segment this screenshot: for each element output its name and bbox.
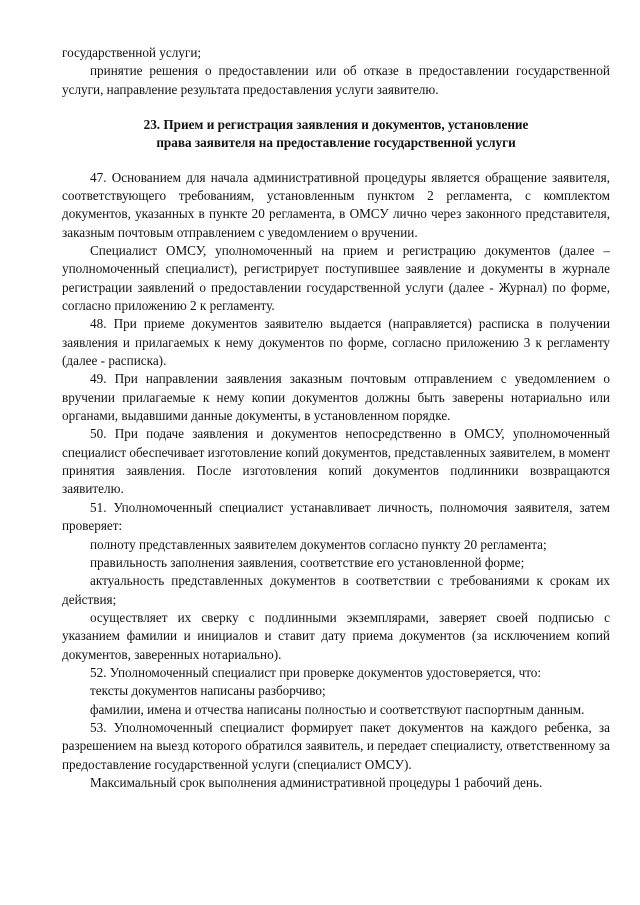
check-item-verification: осуществляет их сверку с подлинными экземплярами, заверяет своей подписью с указанием фамилии и инициалов и ставит дату приема документов (за исключением копий документов, заверенных нотариально). bbox=[62, 609, 610, 662]
section-heading bbox=[62, 116, 610, 153]
paragraph-49: 49. При направлении заявления заказным почтовым отправлением с уведомлением о вручении прилагаемые к нему копии документов должны быть заверены нотариально или органами, выдавшими данные документы, в установленном порядке. bbox=[62, 371, 610, 424]
section-heading-line-2: права заявителя на предоставление государственной услуги bbox=[156, 135, 516, 151]
paragraph-48: 48. При приеме документов заявителю выдается (направляется) расписка в получении заявления и прилагаемых к нему документов по форме, согласно приложению 3 к регламенту (далее - расписка). bbox=[62, 316, 610, 369]
paragraph-max-duration: Максимальный срок выполнения административной процедуры 1 рабочий день. bbox=[90, 774, 543, 790]
paragraph-51: 51. Уполномоченный специалист устанавливает личность, полномочия заявителя, затем проверяет: bbox=[62, 499, 610, 534]
check-item-form-correctness: правильность заполнения заявления, соответствие его установленной форме; bbox=[90, 554, 525, 570]
check-item-validity: актуальность представленных документов в соответствии с требованиями к срокам их действия; bbox=[62, 573, 610, 607]
paragraph-53: 53. Уполномоченный специалист формирует пакет документов на каждого ребенка, за разрешением на выезд которого обратился заявитель, и передает специалисту, ответственному за предоставление государственной услуги (специалист ОМСУ). bbox=[62, 719, 610, 772]
lead-paragraph-2: принятие решения о предоставлении или об отказе в предоставлении государственной услуги, направление результата предоставления услуги заявителю. bbox=[62, 63, 610, 97]
lead-paragraph-1: государственной услуги; bbox=[62, 45, 202, 60]
check-item-completeness: полноту представленных заявителем документов согласно пункту 20 регламента; bbox=[90, 536, 547, 552]
paragraph-52: 52. Уполномоченный специалист при проверке документов удостоверяется, что: bbox=[90, 664, 542, 680]
document-page bbox=[62, 44, 610, 792]
check-item-names: фамилии, имена и отчества написаны полностью и соответствуют паспортным данным. bbox=[90, 701, 585, 717]
paragraph-specialist-registration: Специалист ОМСУ, уполномоченный на прием и регистрацию документов (далее – уполномоченный специалист), регистрирует поступившее заявление и документы в журнале регистрации заявлений о предоставлении государственной услуги (далее - Журнал) по форме, согласно приложению 2 к регламенту. bbox=[62, 243, 610, 314]
paragraph-50: 50. При подаче заявления и документов непосредственно в ОМСУ, уполномоченный специалист обеспечивает изготовление копий документов, представленных заявителем, в момент принятия заявления. После изготовления копий документов подлинники возвращаются заявителю. bbox=[62, 426, 611, 497]
section-heading-line-1: 23. Прием и регистрация заявления и документов, установление bbox=[143, 117, 529, 133]
paragraph-47: 47. Основанием для начала административной процедуры является обращение заявителя, соответствующего требованиям, установленным пунктом 2 регламента, с комплектом документов, указанных в пункте 20 регламента, в ОМСУ лично через законного представителя, заказным почтовым отправлением с уведомлением о вручении. bbox=[62, 169, 610, 240]
check-item-legibility: тексты документов написаны разборчиво; bbox=[90, 683, 326, 699]
